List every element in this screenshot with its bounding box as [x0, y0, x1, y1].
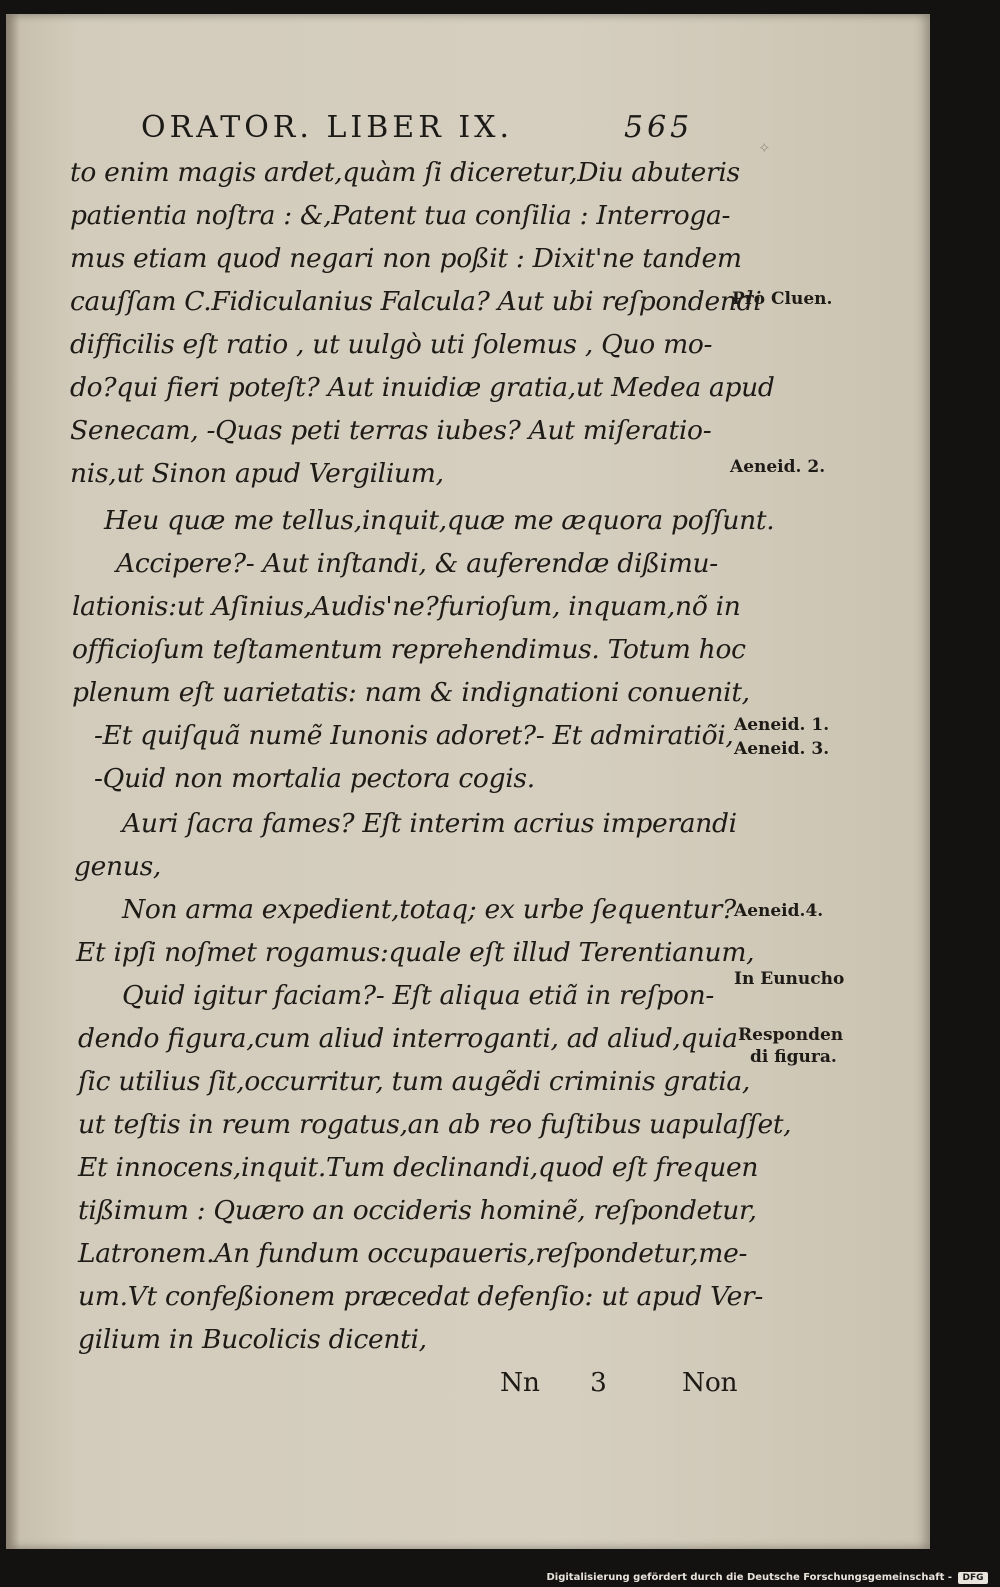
text-line: genus, — [74, 851, 162, 882]
text-line: do?qui fieri poteſt? Aut inuidiæ gratia,ut Medea apud — [70, 372, 775, 403]
text-line: plenum eſt uarietatis: nam & indignationi conuenit, — [72, 677, 750, 708]
running-header — [6, 110, 930, 156]
margin-note: Aeneid. 2. — [730, 457, 826, 477]
text-line: dendo figura,cum aliud interroganti, ad aliud,quia — [78, 1023, 738, 1054]
margin-note: Aeneid. 3. — [734, 739, 830, 759]
page-spine-shadow — [6, 14, 20, 1549]
text-line: Latronem.An fundum occupaueris,reſpondetur,me- — [78, 1238, 748, 1269]
dfg-logo: DFG — [958, 1572, 988, 1584]
text-line: patientia noſtra : &,Patent tua conſilia : Interroga- — [70, 200, 731, 231]
text-line: tißimum : Quæro an occideris hominẽ, reſpondetur, — [78, 1195, 757, 1226]
text-line: difficilis eſt ratio , ut uulgò uti ſolemus , Quo mo- — [70, 329, 713, 360]
text-line: officioſum teſtamentum reprehendimus. Totum hoc — [72, 634, 746, 665]
catchword: Non — [682, 1367, 738, 1398]
text-line: nis,ut Sinon apud Vergilium, — [70, 458, 444, 489]
signature-number: 3 — [590, 1367, 607, 1398]
text-line: Senecam, -Quas peti terras iubes? Aut miſeratio- — [70, 415, 712, 446]
text-line: Auri ſacra fames? Eſt interim acrius imperandi — [122, 808, 737, 839]
signature-mark: Nn — [500, 1367, 540, 1398]
text-line: lationis:ut Aſinius,Audis'ne?furioſum, inquam,nõ in — [72, 591, 741, 622]
text-line: ſic utilius ſit,occurritur, tum augẽdi criminis gratia, — [78, 1066, 751, 1097]
text-line: gilium in Bucolicis dicenti, — [78, 1324, 427, 1355]
margin-note: Responden — [738, 1025, 844, 1045]
book-page — [6, 14, 930, 1549]
text-line: cauſſam C.Fidiculanius Falcula? Aut ubi reſpondendi — [70, 286, 762, 317]
margin-note: In Eunucho — [734, 969, 845, 989]
verse-line: -Et quiſquã numẽ Iunonis adoret?- Et admiratiõi, — [94, 720, 734, 751]
text-line: Et innocens,inquit.Tum declinandi,quod eſt frequen — [78, 1152, 759, 1183]
running-title: ORATOR. LIBER IX. — [141, 110, 514, 145]
margin-note: di figura. — [750, 1047, 837, 1067]
text-line: um.Vt confeßionem præcedat defenſio: ut apud Ver- — [78, 1281, 763, 1312]
text-line: Accipere?- Aut inſtandi, & auferendæ dißimu- — [116, 548, 718, 579]
bleed-through-mark: ✧ — [758, 139, 771, 157]
verse-line: -Quid non mortalia pectora cogis. — [94, 763, 535, 794]
text-line: mus etiam quod negari non poßit : Dixit'ne tandem — [70, 243, 742, 274]
text-line: Quid igitur faciam?- Eſt aliqua etiã in reſpon- — [122, 980, 715, 1011]
page-number: 565 — [624, 110, 694, 145]
margin-note: Aeneid. 1. — [734, 715, 830, 735]
text-line: ut teſtis in reum rogatus,an ab reo fuſtibus uapulaſſet, — [78, 1109, 792, 1140]
verse-line: Non arma expedient,totaq; ex urbe ſequentur? — [122, 894, 736, 925]
margin-note: Aeneid.4. — [734, 901, 824, 921]
text-line: Et ipſi noſmet rogamus:quale eſt illud Terentianum, — [76, 937, 755, 968]
text-line: to enim magis ardet,quàm ſi diceretur,Diu abuteris — [70, 157, 740, 188]
digitization-credit: Digitalisierung gefördert durch die Deutsche Forschungsgemeinschaft - — [546, 1572, 952, 1583]
margin-note: Pro Cluen. — [732, 289, 833, 309]
verse-line: Heu quæ me tellus,inquit,quæ me æquora poſſunt. — [104, 505, 775, 536]
